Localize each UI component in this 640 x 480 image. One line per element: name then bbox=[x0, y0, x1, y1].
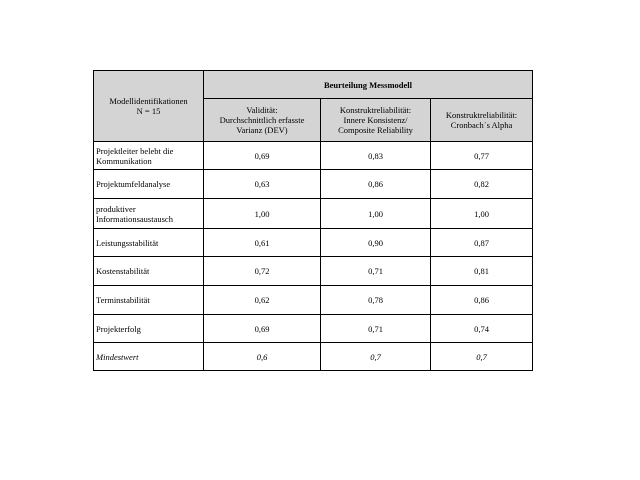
row-label: Projektumfeldanalyse bbox=[94, 170, 204, 199]
table-row bbox=[94, 142, 533, 170]
value-cell: 0,71 bbox=[321, 257, 431, 286]
row-label-line: Projektleiter belebt die bbox=[96, 145, 174, 156]
value-cell: 0,74 bbox=[431, 315, 533, 343]
table-row bbox=[94, 199, 533, 229]
value-cell: 0,81 bbox=[431, 257, 533, 286]
value-cell: 0,69 bbox=[204, 142, 321, 170]
row-label-line: produktiver bbox=[96, 203, 136, 214]
table-row bbox=[94, 257, 533, 286]
column-header-line: Durchschnittlich erfasste bbox=[219, 115, 305, 125]
value-cell: 0,72 bbox=[204, 257, 321, 286]
value-cell: 1,00 bbox=[204, 199, 321, 229]
value-cell: 0,82 bbox=[431, 170, 533, 199]
row-label bbox=[94, 199, 204, 229]
value-cell: 1,00 bbox=[321, 199, 431, 229]
column-header-line: Konstruktreliabilität: bbox=[445, 110, 518, 120]
value-cell: 0,86 bbox=[321, 170, 431, 199]
value-cell: 0,71 bbox=[321, 315, 431, 343]
value-cell: 0,86 bbox=[431, 286, 533, 315]
value-cell: 0,87 bbox=[431, 229, 533, 257]
value-cell: 0,90 bbox=[321, 229, 431, 257]
column-header-dev bbox=[204, 99, 321, 142]
column-header-line: Composite Reliability bbox=[338, 125, 413, 135]
row-label: Kostenstabilität bbox=[94, 257, 204, 286]
row-label: Projekterfolg bbox=[94, 315, 204, 343]
column-header-line: Konstruktreliabilität: bbox=[339, 105, 412, 115]
value-cell: 0,83 bbox=[321, 142, 431, 170]
threshold-value: 0,6 bbox=[204, 343, 321, 371]
measurement-model-table bbox=[93, 70, 533, 371]
threshold-value: 0,7 bbox=[321, 343, 431, 371]
table-row bbox=[94, 315, 533, 343]
table-row bbox=[94, 170, 533, 199]
value-cell: 0,61 bbox=[204, 229, 321, 257]
value-cell: 0,62 bbox=[204, 286, 321, 315]
value-cell: 1,00 bbox=[431, 199, 533, 229]
value-cell: 0,77 bbox=[431, 142, 533, 170]
value-cell: 0,69 bbox=[204, 315, 321, 343]
row-label-line: Informationsaustausch bbox=[96, 213, 173, 224]
column-header-composite-reliability bbox=[321, 99, 431, 142]
column-header-line: Validität: bbox=[246, 105, 278, 115]
corner-header-line2: N = 15 bbox=[136, 106, 161, 116]
row-label bbox=[94, 142, 204, 170]
row-label-line: Kommunikation bbox=[96, 155, 152, 166]
table-row bbox=[94, 286, 533, 315]
column-header-line: Varianz (DEV) bbox=[236, 125, 288, 135]
value-cell: 0,63 bbox=[204, 170, 321, 199]
group-header-cell bbox=[204, 71, 533, 99]
threshold-row bbox=[94, 343, 533, 371]
corner-header-line1: Modellidentifikationen bbox=[109, 96, 188, 106]
row-label: Terminstabilität bbox=[94, 286, 204, 315]
row-label: Leistungsstabilität bbox=[94, 229, 204, 257]
threshold-label: Mindestwert bbox=[94, 343, 204, 371]
group-header: Beurteilung Messmodell bbox=[323, 79, 413, 90]
table-row bbox=[94, 229, 533, 257]
column-header-cronbach-alpha bbox=[431, 99, 533, 142]
column-header-line: Innere Konsistenz/ bbox=[343, 115, 408, 125]
column-header-line: Cronbach´s Alpha bbox=[450, 120, 513, 130]
value-cell: 0,78 bbox=[321, 286, 431, 315]
corner-header-cell bbox=[94, 71, 204, 142]
threshold-value: 0,7 bbox=[431, 343, 533, 371]
